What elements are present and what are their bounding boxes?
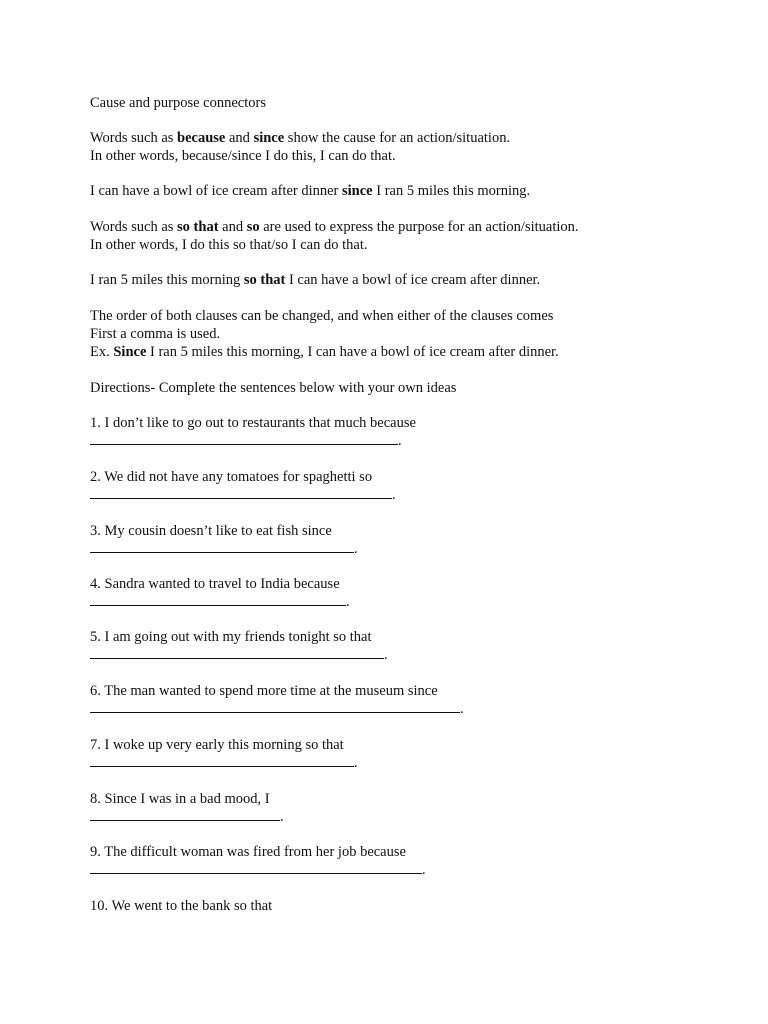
answer-period: . (392, 487, 396, 503)
keyword-because: because (177, 130, 226, 146)
answer-period: . (354, 755, 358, 771)
exercise-answer-blank-2[interactable] (90, 486, 396, 504)
purpose-intro-text: and (218, 219, 247, 235)
cause-intro-text: and (225, 130, 254, 146)
purpose-intro-explanation: In other words, I do this so that/so I can do that. (90, 237, 368, 253)
purpose-intro-line (90, 218, 579, 236)
exercise-answer-blank-7[interactable] (90, 754, 358, 772)
exercise-prompt-6: 6. The man wanted to spend more time at the museum since (90, 683, 438, 699)
keyword-so-that: so that (177, 219, 219, 235)
cause-intro-line (90, 129, 510, 147)
exercise-prompt-5: 5. I am going out with my friends tonight so that (90, 629, 372, 645)
cause-intro-text: Words such as (90, 130, 178, 146)
answer-period: . (384, 647, 388, 663)
exercise-answer-blank-9[interactable] (90, 861, 426, 879)
exercise-prompt-1: 1. I don’t like to go out to restaurants that much because (90, 415, 416, 431)
page-title: Cause and purpose connectors (90, 95, 266, 111)
keyword-since: since (342, 183, 373, 199)
exercise-prompt-3: 3. My cousin doesn’t like to eat fish since (90, 523, 332, 539)
purpose-example-text: I can have a bowl of ice cream after dinner. (285, 272, 541, 288)
cause-example-text: I can have a bowl of ice cream after dinner (90, 183, 343, 199)
exercise-answer-blank-8[interactable] (90, 808, 284, 826)
cause-intro-text: show the cause for an action/situation. (284, 130, 511, 146)
order-note-text: Ex. (90, 344, 114, 360)
answer-period: . (398, 433, 402, 449)
purpose-intro-text: Words such as (90, 219, 178, 235)
answer-period: . (460, 701, 464, 717)
exercise-answer-blank-4[interactable] (90, 593, 350, 611)
exercise-prompt-7: 7. I woke up very early this morning so that (90, 737, 344, 753)
keyword-so: so (246, 219, 260, 235)
exercise-answer-blank-3[interactable] (90, 540, 358, 558)
order-note-line-2: First a comma is used. (90, 326, 221, 342)
answer-period: . (280, 809, 284, 825)
cause-example (90, 182, 530, 200)
exercise-prompt-4: 4. Sandra wanted to travel to India because (90, 576, 340, 592)
cause-example-text: I ran 5 miles this morning. (372, 183, 531, 199)
order-note-text: I ran 5 miles this morning, I can have a bowl of ice cream after dinner. (146, 344, 559, 360)
exercise-answer-blank-6[interactable] (90, 700, 464, 718)
exercise-prompt-10: 10. We went to the bank so that (90, 898, 273, 914)
exercise-answer-blank-1[interactable] (90, 432, 402, 450)
cause-intro-explanation: In other words, because/since I do this, I can do that. (90, 148, 396, 164)
purpose-intro-text: are used to express the purpose for an action/situation. (259, 219, 579, 235)
exercise-prompt-2: 2. We did not have any tomatoes for spaghetti so (90, 469, 373, 485)
order-note-line-1: The order of both clauses can be changed, and when either of the clauses comes (90, 308, 554, 324)
exercise-answer-blank-5[interactable] (90, 646, 388, 664)
exercise-prompt-8: 8. Since I was in a bad mood, I (90, 791, 270, 807)
purpose-example-text: I ran 5 miles this morning (90, 272, 244, 288)
exercise-prompt-9: 9. The difficult woman was fired from her job because (90, 844, 406, 860)
directions: Directions- Complete the sentences below with your own ideas (90, 380, 457, 396)
purpose-example (90, 271, 540, 289)
answer-period: . (422, 862, 426, 878)
order-note-example (90, 343, 559, 361)
answer-period: . (346, 594, 350, 610)
keyword-since: Since (113, 344, 147, 360)
answer-period: . (354, 541, 358, 557)
keyword-so-that: so that (243, 272, 286, 288)
keyword-since: since (253, 130, 285, 146)
